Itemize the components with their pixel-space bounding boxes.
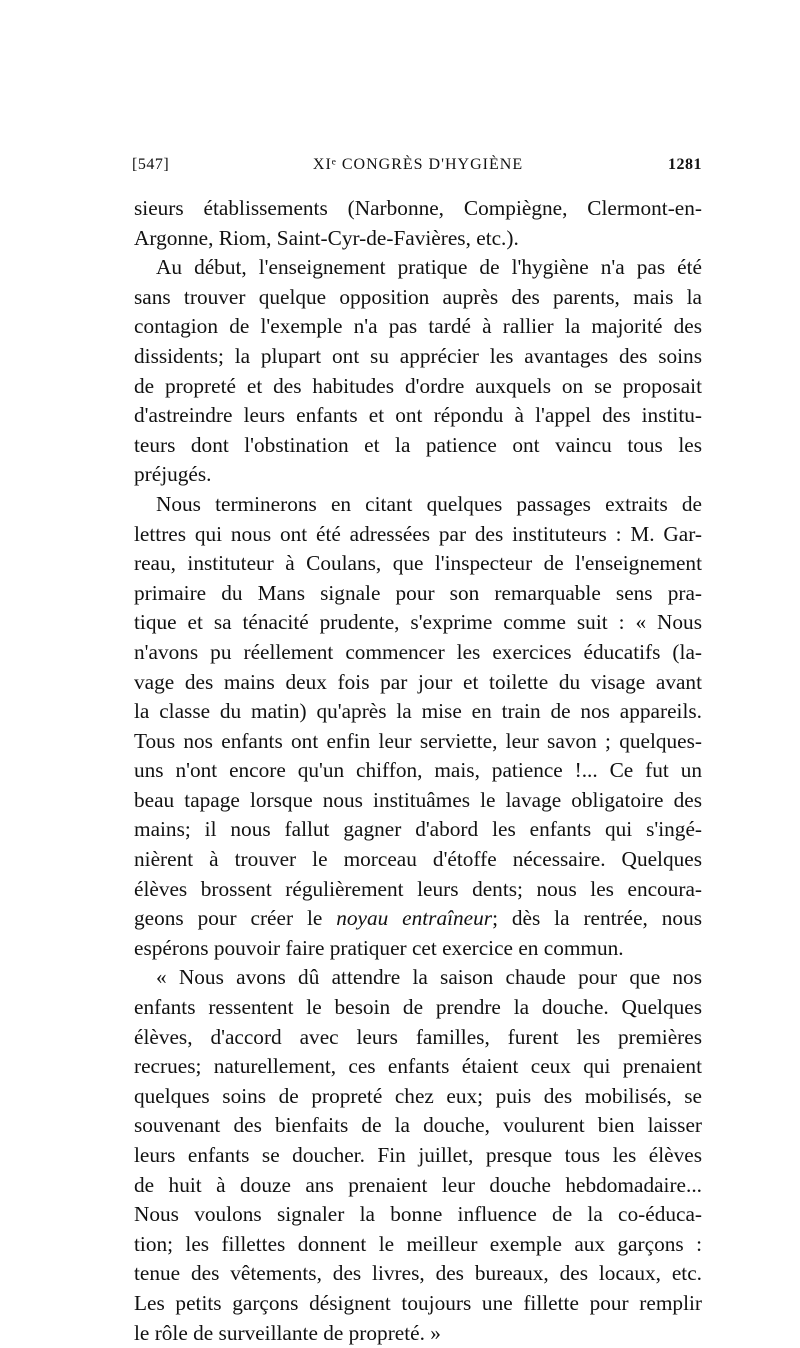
text-line: de propreté et des habitudes d'ordre auxquels on se proposait (134, 373, 702, 398)
page-number: 1281 (668, 156, 702, 173)
text-line: le rôle de surveillante de propreté. » (134, 1320, 441, 1345)
running-header (134, 152, 702, 182)
text-line: reau, instituteur à Coulans, que l'inspecteur de l'enseignement (134, 551, 702, 576)
text-line: sieurs établissements (Narbonne, Compiègne, Clermont-en- (134, 196, 702, 220)
body-text (134, 194, 702, 1348)
text-line: tique et sa ténacité prudente, s'exprime comme suit : « Nous (134, 610, 702, 635)
text-line: mains; il nous fallut gagner d'abord les enfants qui s'ingé- (134, 817, 702, 842)
text-line: lettres qui nous ont été adressées par des instituteurs : M. Gar- (134, 521, 702, 546)
text-line: dissidents; la plupart ont su apprécier les avantages des soins (134, 343, 702, 368)
text-line: nièrent à trouver le morceau d'étoffe nécessaire. Quelques (134, 847, 702, 872)
running-title: XIᵉ CONGRÈS D'HYGIÈNE (312, 156, 524, 173)
text-line: n'avons pu réellement commencer les exercices éducatifs (la- (134, 639, 702, 664)
text-line: espérons pouvoir faire pratiquer cet exercice en commun. (134, 935, 624, 960)
text-line: primaire du Mans signale pour son remarquable sens pra- (134, 580, 702, 605)
text-line: Argonne, Riom, Saint-Cyr-de-Favières, etc.). (134, 225, 519, 250)
paragraph-2 (134, 253, 702, 490)
text-line: de huit à douze ans prenaient leur douche hebdomadaire... (134, 1172, 702, 1197)
text-line: « Nous avons dû attendre la saison chaude pour que nos (156, 965, 702, 990)
text-line: enfants ressentent le besoin de prendre la douche. Quelques (134, 995, 702, 1020)
text-line: Les petits garçons désignent toujours une fillette pour remplir (134, 1290, 702, 1315)
text-line: geons pour créer le noyau entraîneur; dès la rentrée, nous (134, 906, 702, 931)
text-line: beau tapage lorsque nous instituâmes le lavage obligatoire des (134, 787, 702, 812)
text-line: Au début, l'enseignement pratique de l'hygiène n'a pas été (156, 255, 702, 280)
text-line: Nous terminerons en citant quelques passages extraits de (156, 491, 702, 516)
text-line: d'astreindre leurs enfants et ont répondu à l'appel des institu- (134, 403, 702, 428)
paragraph-1 (134, 194, 702, 253)
text-line: Nous voulons signaler la bonne influence de la co-éduca- (134, 1202, 702, 1227)
text-line: vage des mains deux fois par jour et toilette du visage avant (134, 669, 702, 694)
text-line: préjugés. (134, 462, 212, 487)
text-line: leurs enfants se doucher. Fin juillet, presque tous les élèves (134, 1143, 702, 1167)
text-line: tion; les fillettes donnent le meilleur exemple aux garçons : (134, 1231, 702, 1256)
book-page (134, 152, 702, 1348)
text-line: teurs dont l'obstination et la patience ont vaincu tous les (134, 432, 702, 457)
text-line: sans trouver quelque opposition auprès des parents, mais la (134, 284, 702, 309)
page-reference: [547] (132, 156, 170, 173)
text-line: souvenant des bienfaits de la douche, voulurent bien laisser (134, 1113, 702, 1138)
text-line: élèves brossent régulièrement leurs dents; nous les encoura- (134, 876, 702, 901)
text-line: recrues; naturellement, ces enfants étaient ceux qui prenaient (134, 1054, 702, 1079)
text-line: quelques soins de propreté chez eux; puis des mobilisés, se (134, 1083, 702, 1108)
paragraph-4 (134, 963, 702, 1348)
text-line: la classe du matin) qu'après la mise en train de nos appareils. (134, 699, 702, 724)
paragraph-3 (134, 490, 702, 964)
text-line: uns n'ont encore qu'un chiffon, mais, patience !... Ce fut un (134, 758, 702, 783)
text-line: tenue des vêtements, des livres, des bureaux, des locaux, etc. (134, 1261, 702, 1286)
text-line: élèves, d'accord avec leurs familles, furent les premières (134, 1024, 702, 1049)
text-line: contagion de l'exemple n'a pas tardé à rallier la majorité des (134, 314, 702, 339)
text-line: Tous nos enfants ont enfin leur serviette, leur savon ; quelques- (134, 728, 702, 753)
italic-phrase: noyau entraîneur (336, 906, 493, 931)
